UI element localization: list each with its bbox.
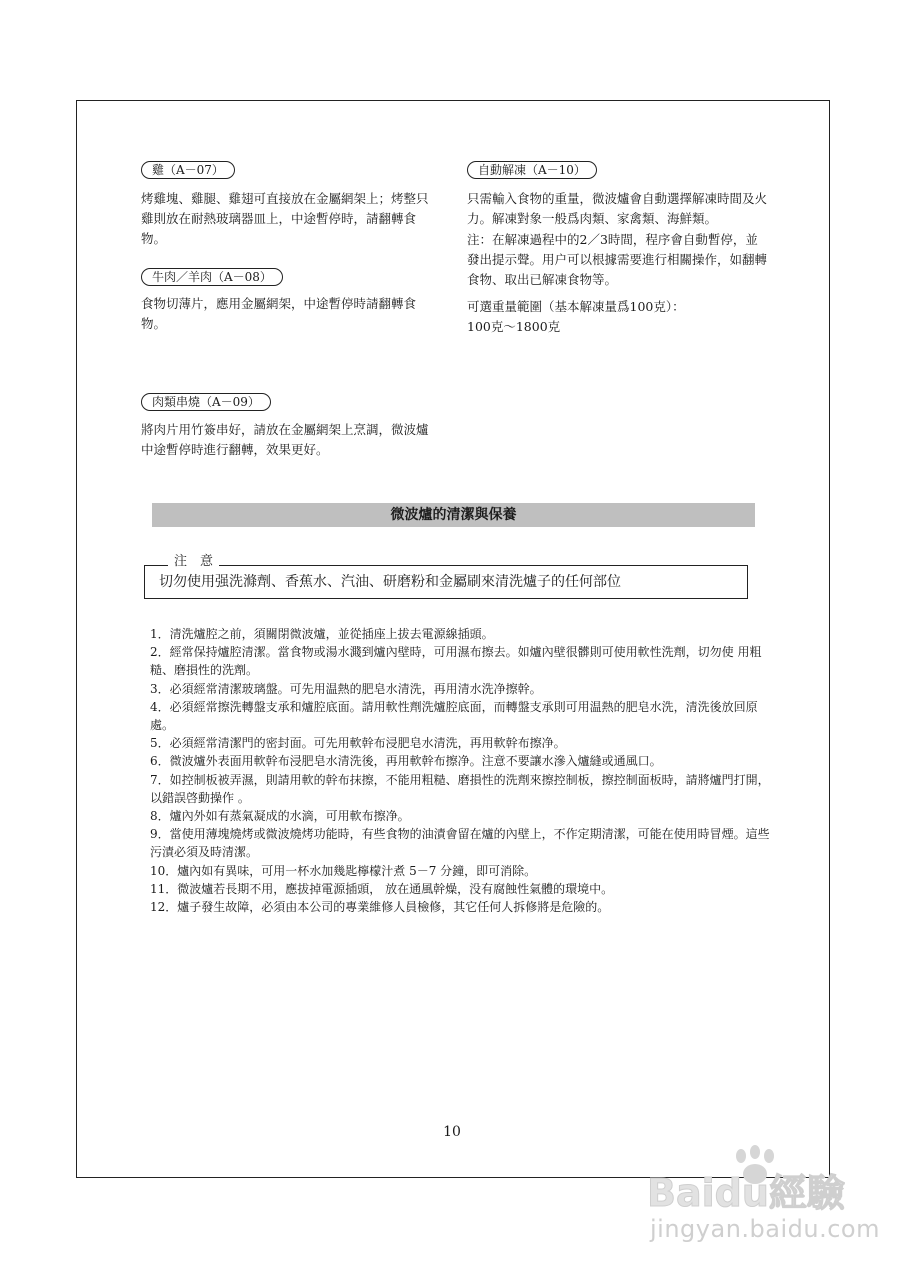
list-item: 10．爐內如有異味，可用一杯水加幾匙檸檬汁煮 5－7 分鐘，即可消除。 xyxy=(150,863,537,878)
section-body-auto-defrost: 只需輸入食物的重量，微波爐會自動選擇解凍時間及火力。解凍對象一般爲肉類、家禽類、海鮮類。 xyxy=(467,191,768,226)
watermark-url: jingyan.baidu.com xyxy=(650,1215,880,1243)
defrost-note: 注：在解凍過程中的2／3時間，程序會自動暫停，並發出提示聲。用户可以根據需要進行相關操作，如翻轉食物、取出已解凍食物等。 xyxy=(467,232,768,287)
section-body-kebab: 將肉片用竹簽串好，請放在金屬網架上烹調，微波爐中途暫停時進行翻轉，效果更好。 xyxy=(141,422,429,457)
defrost-range: 100克～1800克 xyxy=(467,319,561,334)
section-banner-cleaning: 微波爐的清潔與保養 xyxy=(152,503,755,527)
section-body-beef-lamb: 食物切薄片，應用金屬網架，中途暫停時請翻轉食物。 xyxy=(141,296,417,331)
notice-label: 注 意 xyxy=(168,553,219,571)
list-item: 12．爐子發生故障，必須由本公司的專業維修人員檢修，其它任何人拆修將是危險的。 xyxy=(150,900,610,915)
list-item: 8．爐內外如有蒸氣凝成的水滴，可用軟布擦净。 xyxy=(150,809,410,824)
list-item: 6．微波爐外表面用軟幹布浸肥皂水清洗後，再用軟幹布擦净。注意不要讓水滲入爐縫或通風口。 xyxy=(150,754,662,769)
section-body-chicken: 烤雞塊、雞腿、雞翅可直接放在金屬網架上；烤整只雞則放在耐熱玻璃器皿上，中途暫停時，請翻轉食物。 xyxy=(141,191,429,246)
notice-box xyxy=(144,565,748,599)
list-item: 1．清洗爐腔之前，須關閉微波爐，並從插座上拔去電源線插頭。 xyxy=(150,627,494,641)
section-title-kebab: 肉類串燒（A－09） xyxy=(141,393,271,411)
defrost-range-label: 可選重量範圍（基本解凍量爲100克）： xyxy=(467,299,685,314)
list-item: 4．必須經常擦洗轉盤支承和爐腔底面。請用軟性劑洗爐腔底面，而轉盤支承則可用温熱的肥皂水洗，清洗後放回原處。 xyxy=(150,699,758,733)
list-item: 9．當使用薄塊燒烤或微波燒烤功能時，有些食物的油漬會留在爐的內壁上，不作定期清潔，可能在使用時冒煙。這些污漬必須及時清潔。 xyxy=(150,827,770,860)
page-number: 10 xyxy=(443,1124,461,1140)
watermark-logo-text: Baidu經驗 xyxy=(647,1171,845,1215)
list-item: 7．如控制板被弄濕，則請用軟的幹布抹擦，不能用粗糙、磨損性的洗劑來擦控制板，擦控制面板時，請將爐門打開，以錯誤啓動操作 。 xyxy=(150,772,770,805)
list-item: 5．必須經常清潔門的密封面。可先用軟幹布浸肥皂水清洗，再用軟幹布擦净。 xyxy=(150,736,566,751)
section-title-beef-lamb: 牛肉／羊肉（A－08） xyxy=(141,268,283,286)
list-item: 3．必須經常清潔玻璃盤。可先用温熱的肥皂水清洗，再用清水洗净擦幹。 xyxy=(150,681,542,696)
section-title-chicken: 雞（A－07） xyxy=(141,161,235,179)
cleaning-steps-list xyxy=(150,625,780,916)
list-item: 11．微波爐若長期不用，應拔掉電源插頭， 放在通風幹燥，没有腐蝕性氣體的環境中。 xyxy=(150,881,614,896)
notice-text: 切勿使用强洗滌劑、香蕉水、汽油、研磨粉和金屬刷來清洗爐子的任何部位 xyxy=(159,574,621,590)
list-item: 2．經常保持爐腔清潔。當食物或湯水濺到爐內壁時，可用濕布擦去。如爐內壁很髒則可使用軟性洗劑，切勿使 用粗糙、磨損性的洗劑。 xyxy=(150,645,762,678)
section-title-auto-defrost: 自動解凍（A－10） xyxy=(467,161,597,179)
